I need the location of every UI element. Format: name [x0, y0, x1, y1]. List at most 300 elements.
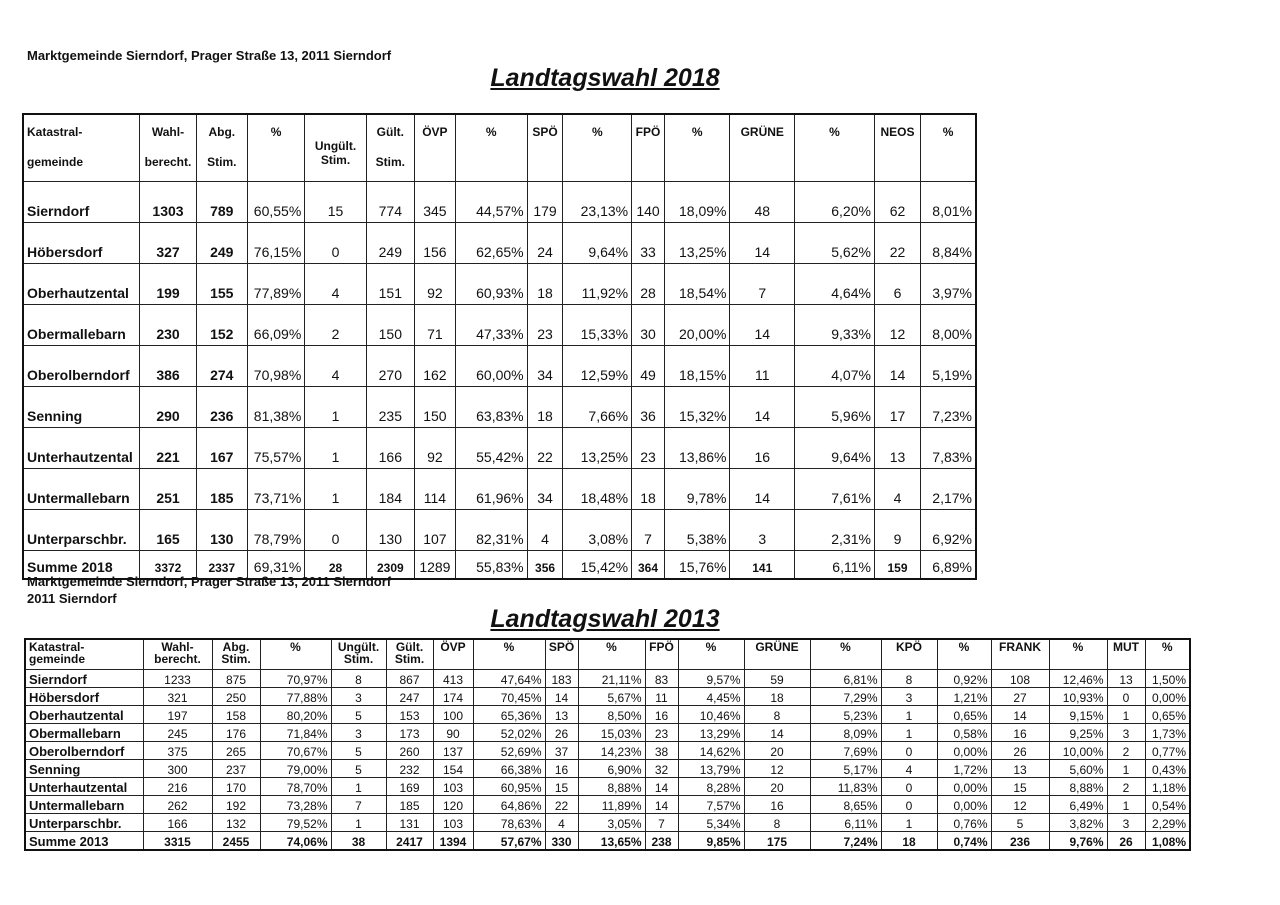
title-2013: Landtagswahl 2013	[490, 605, 720, 633]
cell: 2309	[366, 551, 414, 580]
cell: 11,89%	[578, 796, 645, 814]
cell: 15	[991, 778, 1049, 796]
cell: 6,11%	[795, 551, 875, 580]
col-kpoe-pct: %	[937, 639, 991, 670]
cell: 8,65%	[810, 796, 881, 814]
address-2018: Marktgemeinde Sierndorf, Prager Straße 13, 2011 Sierndorf	[27, 48, 392, 63]
cell: 1	[881, 814, 937, 832]
cell: 356	[527, 551, 563, 580]
cell: 18	[632, 469, 665, 510]
cell: 4	[305, 264, 366, 305]
row-label: Oberhautzental	[25, 706, 143, 724]
cell: 82,31%	[455, 510, 527, 551]
cell: 73,28%	[260, 796, 331, 814]
cell: 32	[645, 760, 678, 778]
cell: 34	[527, 469, 563, 510]
cell: 0	[881, 778, 937, 796]
cell: 38	[331, 832, 386, 851]
cell: 14	[874, 346, 920, 387]
row-label: Sierndorf	[23, 182, 140, 223]
cell: 260	[386, 742, 433, 760]
col-gueltige-stimmen: Gült. Stim.	[366, 114, 414, 182]
cell: 327	[140, 223, 196, 264]
cell: 321	[143, 688, 212, 706]
row-label: Obermallebarn	[23, 305, 140, 346]
cell: 78,79%	[247, 510, 304, 551]
cell: 74,06%	[260, 832, 331, 851]
cell: 0,00%	[937, 742, 991, 760]
cell: 60,00%	[455, 346, 527, 387]
cell: 71,84%	[260, 724, 331, 742]
cell: 5,19%	[921, 346, 976, 387]
cell: 73,71%	[247, 469, 304, 510]
table-2018-header-row	[23, 114, 976, 182]
cell: 70,67%	[260, 742, 331, 760]
cell: 114	[414, 469, 455, 510]
cell: 15,32%	[664, 387, 730, 428]
col-fpoe: FPÖ	[632, 114, 665, 182]
cell: 184	[366, 469, 414, 510]
cell: 2,31%	[795, 510, 875, 551]
cell: 345	[414, 182, 455, 223]
cell: 155	[196, 264, 247, 305]
cell: 150	[414, 387, 455, 428]
col-oevp-pct: %	[473, 639, 545, 670]
cell: 2455	[212, 832, 260, 851]
cell: 150	[366, 305, 414, 346]
col-spoe-pct: %	[563, 114, 632, 182]
cell: 12	[991, 796, 1049, 814]
table-row	[23, 305, 976, 346]
col-abgegebene-stimmen: Abg. Stim.	[196, 114, 247, 182]
col-spoe-pct: %	[578, 639, 645, 670]
cell: 0	[1107, 688, 1145, 706]
cell: 270	[366, 346, 414, 387]
row-label: Unterhautzental	[23, 428, 140, 469]
cell: 14	[991, 706, 1049, 724]
cell: 5	[331, 706, 386, 724]
table-row	[25, 742, 1190, 760]
cell: 9,78%	[664, 469, 730, 510]
cell: 120	[433, 796, 473, 814]
table-row	[23, 469, 976, 510]
cell: 290	[140, 387, 196, 428]
row-label: Unterparschbr.	[23, 510, 140, 551]
cell: 364	[632, 551, 665, 580]
cell: 12,46%	[1049, 670, 1107, 688]
cell: 1	[1107, 760, 1145, 778]
cell: 62,65%	[455, 223, 527, 264]
table-row	[25, 778, 1190, 796]
cell: 60,55%	[247, 182, 304, 223]
col-kpoe: KPÖ	[881, 639, 937, 670]
cell: 3315	[143, 832, 212, 851]
cell: 15,03%	[578, 724, 645, 742]
cell: 15,33%	[563, 305, 632, 346]
col-mut-pct: %	[1145, 639, 1190, 670]
cell: 16	[744, 796, 810, 814]
cell: 6,81%	[810, 670, 881, 688]
col-wahlberechtigt: Wahl- berecht.	[140, 114, 196, 182]
cell: 154	[433, 760, 473, 778]
cell: 1	[305, 469, 366, 510]
cell: 20,00%	[664, 305, 730, 346]
cell: 2337	[196, 551, 247, 580]
table-2018	[22, 113, 977, 580]
cell: 5	[331, 742, 386, 760]
cell: 0	[881, 742, 937, 760]
cell: 176	[212, 724, 260, 742]
cell: 38	[645, 742, 678, 760]
cell: 4	[545, 814, 578, 832]
cell: 23	[645, 724, 678, 742]
cell: 44,57%	[455, 182, 527, 223]
cell: 8,28%	[678, 778, 744, 796]
table-2013-header-row	[25, 639, 1190, 670]
cell: 22	[527, 428, 563, 469]
cell: 3	[331, 688, 386, 706]
row-label: Untermallebarn	[23, 469, 140, 510]
cell: 100	[433, 706, 473, 724]
col-gueltige-stimmen: Gült. Stim.	[386, 639, 433, 670]
cell: 2,17%	[921, 469, 976, 510]
cell: 216	[143, 778, 212, 796]
cell: 65,36%	[473, 706, 545, 724]
cell: 0,54%	[1145, 796, 1190, 814]
cell: 0,00%	[937, 778, 991, 796]
cell: 156	[414, 223, 455, 264]
cell: 230	[140, 305, 196, 346]
cell: 2	[1107, 778, 1145, 796]
cell: 5,96%	[795, 387, 875, 428]
row-label: Untermallebarn	[25, 796, 143, 814]
cell: 4,07%	[795, 346, 875, 387]
cell: 1,72%	[937, 760, 991, 778]
row-label: Unterhautzental	[25, 778, 143, 796]
cell: 0,77%	[1145, 742, 1190, 760]
cell: 238	[645, 832, 678, 851]
cell: 33	[632, 223, 665, 264]
cell: 1	[1107, 706, 1145, 724]
table-row	[23, 223, 976, 264]
cell: 0,43%	[1145, 760, 1190, 778]
cell: 249	[196, 223, 247, 264]
cell: 4	[305, 346, 366, 387]
cell: 52,02%	[473, 724, 545, 742]
cell: 36	[632, 387, 665, 428]
table-row	[23, 510, 976, 551]
cell: 165	[140, 510, 196, 551]
cell: 14,62%	[678, 742, 744, 760]
cell: 18,09%	[664, 182, 730, 223]
cell: 3,82%	[1049, 814, 1107, 832]
cell: 774	[366, 182, 414, 223]
cell: 14	[545, 688, 578, 706]
cell: 5,62%	[795, 223, 875, 264]
col-fpoe-pct: %	[664, 114, 730, 182]
cell: 6,89%	[921, 551, 976, 580]
cell: 2417	[386, 832, 433, 851]
cell: 5,17%	[810, 760, 881, 778]
cell: 6,11%	[810, 814, 881, 832]
cell: 7,57%	[678, 796, 744, 814]
cell: 152	[196, 305, 247, 346]
cell: 3,97%	[921, 264, 976, 305]
cell: 4	[874, 469, 920, 510]
col-frank-pct: %	[1049, 639, 1107, 670]
cell: 8,84%	[921, 223, 976, 264]
cell: 0,92%	[937, 670, 991, 688]
cell: 63,83%	[455, 387, 527, 428]
cell: 26	[991, 742, 1049, 760]
cell: 1	[305, 428, 366, 469]
cell: 132	[212, 814, 260, 832]
cell: 28	[632, 264, 665, 305]
col-abgegebene-stimmen: Abg. Stim.	[212, 639, 260, 670]
cell: 237	[212, 760, 260, 778]
cell: 375	[143, 742, 212, 760]
cell: 77,89%	[247, 264, 304, 305]
cell: 18,54%	[664, 264, 730, 305]
cell: 18	[527, 387, 563, 428]
cell: 7	[331, 796, 386, 814]
table-row	[23, 346, 976, 387]
cell: 8,01%	[921, 182, 976, 223]
table-row	[23, 428, 976, 469]
cell: 247	[386, 688, 433, 706]
col-gruene-pct: %	[810, 639, 881, 670]
cell: 2,29%	[1145, 814, 1190, 832]
cell: 9,64%	[795, 428, 875, 469]
table-row	[25, 688, 1190, 706]
cell: 107	[414, 510, 455, 551]
col-spoe: SPÖ	[545, 639, 578, 670]
col-gruene: GRÜNE	[730, 114, 795, 182]
row-label: Summe 2018	[23, 551, 140, 580]
cell: 236	[991, 832, 1049, 851]
cell: 199	[140, 264, 196, 305]
cell: 10,00%	[1049, 742, 1107, 760]
cell: 0,65%	[1145, 706, 1190, 724]
cell: 13	[545, 706, 578, 724]
cell: 14	[645, 796, 678, 814]
table-row	[25, 796, 1190, 814]
cell: 79,52%	[260, 814, 331, 832]
cell: 3	[730, 510, 795, 551]
cell: 12,59%	[563, 346, 632, 387]
cell: 0,65%	[937, 706, 991, 724]
cell: 2	[1107, 742, 1145, 760]
cell: 159	[874, 551, 920, 580]
cell: 13,29%	[678, 724, 744, 742]
cell: 27	[991, 688, 1049, 706]
cell: 76,15%	[247, 223, 304, 264]
cell: 1394	[433, 832, 473, 851]
cell: 7,23%	[921, 387, 976, 428]
cell: 8,88%	[1049, 778, 1107, 796]
cell: 3	[1107, 814, 1145, 832]
cell: 1	[881, 724, 937, 742]
cell: 16	[645, 706, 678, 724]
cell: 15	[545, 778, 578, 796]
cell: 8,00%	[921, 305, 976, 346]
cell: 867	[386, 670, 433, 688]
cell: 60,93%	[455, 264, 527, 305]
cell: 0,00%	[1145, 688, 1190, 706]
cell: 18,15%	[664, 346, 730, 387]
cell: 108	[991, 670, 1049, 688]
col-neos: NEOS	[874, 114, 920, 182]
row-label: Senning	[23, 387, 140, 428]
cell: 18	[744, 688, 810, 706]
row-label: Höbersdorf	[23, 223, 140, 264]
cell: 197	[143, 706, 212, 724]
cell: 166	[366, 428, 414, 469]
cell: 16	[991, 724, 1049, 742]
cell: 79,00%	[260, 760, 331, 778]
cell: 71	[414, 305, 455, 346]
cell: 103	[433, 778, 473, 796]
cell: 78,70%	[260, 778, 331, 796]
cell: 251	[140, 469, 196, 510]
title-2018: Landtagswahl 2018	[490, 64, 720, 92]
cell: 61,96%	[455, 469, 527, 510]
cell: 7,61%	[795, 469, 875, 510]
table-row	[25, 724, 1190, 742]
cell: 167	[196, 428, 247, 469]
cell: 13,25%	[664, 223, 730, 264]
col-mut: MUT	[1107, 639, 1145, 670]
cell: 137	[433, 742, 473, 760]
cell: 26	[545, 724, 578, 742]
cell: 70,45%	[473, 688, 545, 706]
cell: 1	[1107, 796, 1145, 814]
cell: 7,83%	[921, 428, 976, 469]
cell: 9,15%	[1049, 706, 1107, 724]
cell: 3,05%	[578, 814, 645, 832]
cell: 69,31%	[247, 551, 304, 580]
cell: 28	[305, 551, 366, 580]
cell: 2	[305, 305, 366, 346]
cell: 80,20%	[260, 706, 331, 724]
col-wahlbeteiligung-pct: %	[260, 639, 331, 670]
cell: 26	[1107, 832, 1145, 851]
cell: 47,33%	[455, 305, 527, 346]
cell: 37	[545, 742, 578, 760]
cell: 169	[386, 778, 433, 796]
cell: 0	[305, 223, 366, 264]
row-label: Höbersdorf	[25, 688, 143, 706]
cell: 5,38%	[664, 510, 730, 551]
cell: 179	[527, 182, 563, 223]
cell: 1,73%	[1145, 724, 1190, 742]
table-row	[25, 670, 1190, 688]
cell: 8	[744, 706, 810, 724]
cell: 173	[386, 724, 433, 742]
cell: 18	[881, 832, 937, 851]
cell: 1	[331, 814, 386, 832]
cell: 5,60%	[1049, 760, 1107, 778]
cell: 13	[1107, 670, 1145, 688]
cell: 1	[881, 706, 937, 724]
cell: 0,58%	[937, 724, 991, 742]
cell: 1303	[140, 182, 196, 223]
cell: 9	[874, 510, 920, 551]
cell: 10,93%	[1049, 688, 1107, 706]
cell: 153	[386, 706, 433, 724]
cell: 12	[874, 305, 920, 346]
cell: 66,09%	[247, 305, 304, 346]
cell: 6,92%	[921, 510, 976, 551]
cell: 6,49%	[1049, 796, 1107, 814]
row-label: Oberolberndorf	[25, 742, 143, 760]
cell: 13,25%	[563, 428, 632, 469]
cell: 34	[527, 346, 563, 387]
cell: 5,34%	[678, 814, 744, 832]
cell: 3	[331, 724, 386, 742]
cell: 330	[545, 832, 578, 851]
cell: 13	[991, 760, 1049, 778]
cell: 23	[527, 305, 563, 346]
cell: 162	[414, 346, 455, 387]
cell: 8	[744, 814, 810, 832]
row-label: Oberolberndorf	[23, 346, 140, 387]
cell: 9,64%	[563, 223, 632, 264]
cell: 11	[730, 346, 795, 387]
col-ungueltige-stimmen: Ungült. Stim.	[305, 114, 366, 182]
table-row	[23, 387, 976, 428]
col-wahlberechtigt: Wahl- berecht.	[143, 639, 212, 670]
cell: 265	[212, 742, 260, 760]
cell: 16	[730, 428, 795, 469]
cell: 141	[730, 551, 795, 580]
cell: 1,08%	[1145, 832, 1190, 851]
cell: 7	[645, 814, 678, 832]
address-2013-line2: 2011 Sierndorf	[27, 591, 117, 606]
table-row	[25, 706, 1190, 724]
cell: 3	[881, 688, 937, 706]
cell: 47,64%	[473, 670, 545, 688]
cell: 75,57%	[247, 428, 304, 469]
cell: 14	[730, 223, 795, 264]
cell: 90	[433, 724, 473, 742]
col-fpoe: FPÖ	[645, 639, 678, 670]
cell: 192	[212, 796, 260, 814]
cell: 14	[730, 305, 795, 346]
cell: 131	[386, 814, 433, 832]
cell: 83	[645, 670, 678, 688]
cell: 235	[366, 387, 414, 428]
cell: 92	[414, 428, 455, 469]
cell: 3,08%	[563, 510, 632, 551]
cell: 17	[874, 387, 920, 428]
sum-row	[25, 832, 1190, 851]
cell: 236	[196, 387, 247, 428]
cell: 0,74%	[937, 832, 991, 851]
cell: 274	[196, 346, 247, 387]
cell: 6	[874, 264, 920, 305]
cell: 15	[305, 182, 366, 223]
cell: 7,66%	[563, 387, 632, 428]
cell: 20	[744, 778, 810, 796]
cell: 245	[143, 724, 212, 742]
cell: 5	[991, 814, 1049, 832]
cell: 140	[632, 182, 665, 223]
cell: 8	[881, 670, 937, 688]
cell: 24	[527, 223, 563, 264]
cell: 175	[744, 832, 810, 851]
cell: 1233	[143, 670, 212, 688]
